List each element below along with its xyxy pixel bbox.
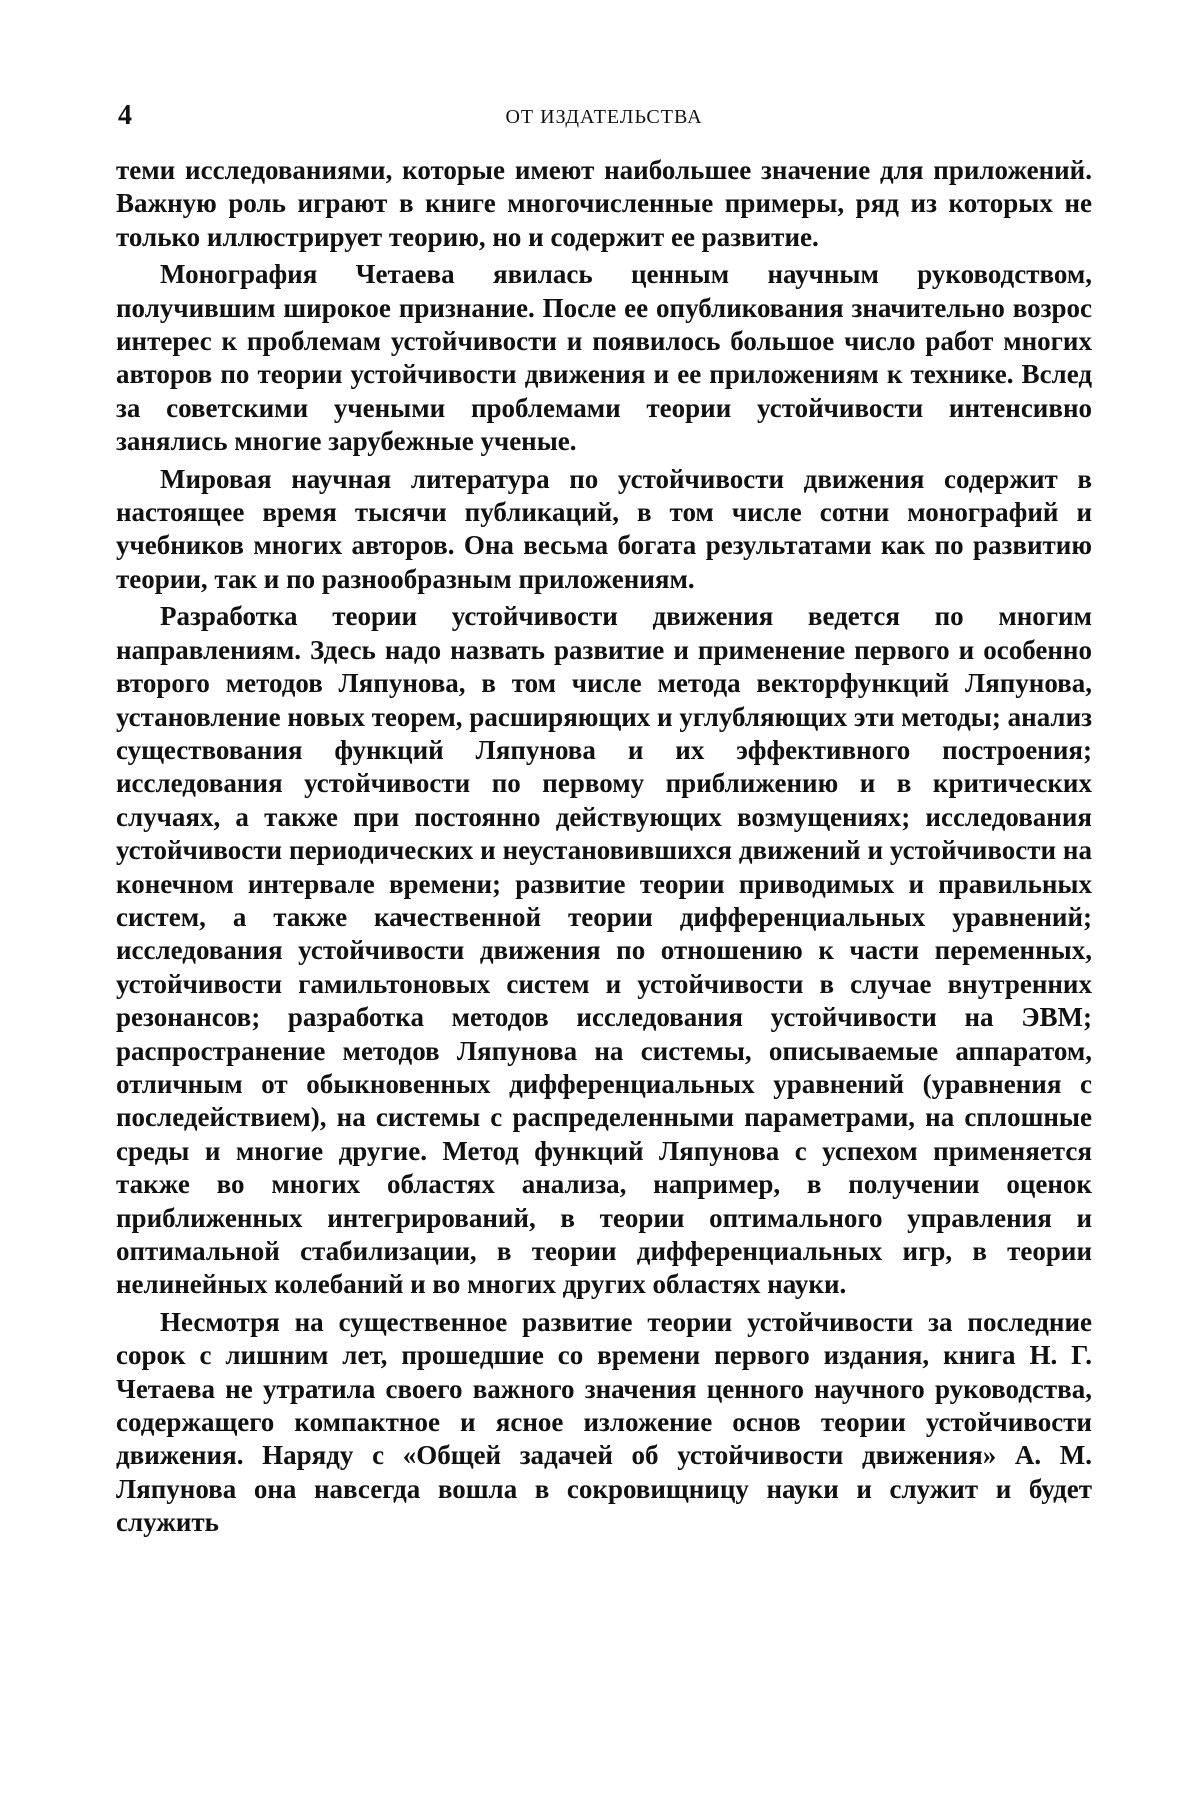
- paragraph-continued: теми исследованиями, которые имеют наибольшее значение для приложений. Важную роль играют в книге многочисленные примеры, ряд из которых не только иллюстрирует теорию, но и содержит ее развитие.: [116, 154, 1092, 254]
- page-header: [116, 100, 1092, 140]
- paragraph: Монография Четаева явилась ценным научным руководством, получившим широкое признание. После ее опубликования значительно возрос интерес к проблемам устойчивости и появилось большое число работ многих авторов по теории устойчивости движения и ее приложениям к технике. Вслед за советскими учеными проблемами теории устойчивости интенсивно занялись многие зарубежные ученые.: [116, 258, 1092, 458]
- body-text: [116, 154, 1092, 1540]
- page-number: 4: [118, 100, 132, 132]
- paragraph: Мировая научная литература по устойчивости движения содержит в настоящее время тысячи публикаций, в том числе сотни монографий и учебников многих авторов. Она весьма богата результатами как по развитию теории, так и по разнообразным приложениям.: [116, 463, 1092, 597]
- paragraph: Несмотря на существенное развитие теории устойчивости за последние сорок с лишним лет, прошедшие со времени первого издания, книга Н. Г. Четаева не утратила своего важного значения ценного научного руководства, содержащего компактное и ясное изложение основ теории устойчивости движения. Наряду с «Общей задачей об устойчивости движения» А. М. Ляпунова она навсегда вошла в сокровищницу науки и служит и будет служить: [116, 1306, 1092, 1540]
- paragraph: Разработка теории устойчивости движения ведется по многим направлениям. Здесь надо назвать развитие и применение первого и особенно второго методов Ляпунова, в том числе метода векторфункций Ляпунова, установление новых теорем, расширяющих и углубляющих эти методы; анализ существования функций Ляпунова и их эффективного построения; исследования устойчивости по первому приближению и в критических случаях, а также при постоянно действующих возмущениях; исследования устойчивости периодических и неустановившихся движений и устойчивости на конечном интервале времени; развитие теории приводимых и правильных систем, а также качественной теории дифференциальных уравнений; исследования устойчивости движения по отношению к части переменных, устойчивости гамильтоновых систем и устойчивости в случае внутренних резонансов; разработка методов исследования устойчивости на ЭВМ; распространение методов Ляпунова на системы, описываемые аппаратом, отличным от обыкновенных дифференциальных уравнений (уравнения с последействием), на системы с распределенными параметрами, на сплошные среды и многие другие. Метод функций Ляпунова с успехом применяется также во многих областях анализа, например, в получении оценок приближенных интегрирований, в теории оптимального управления и оптимальной стабилизации, в теории дифференциальных игр, в теории нелинейных колебаний и во многих других областях науки.: [116, 600, 1092, 1302]
- running-title: ОТ ИЗДАТЕЛЬСТВА: [116, 106, 1092, 129]
- book-page: [116, 100, 1092, 1544]
